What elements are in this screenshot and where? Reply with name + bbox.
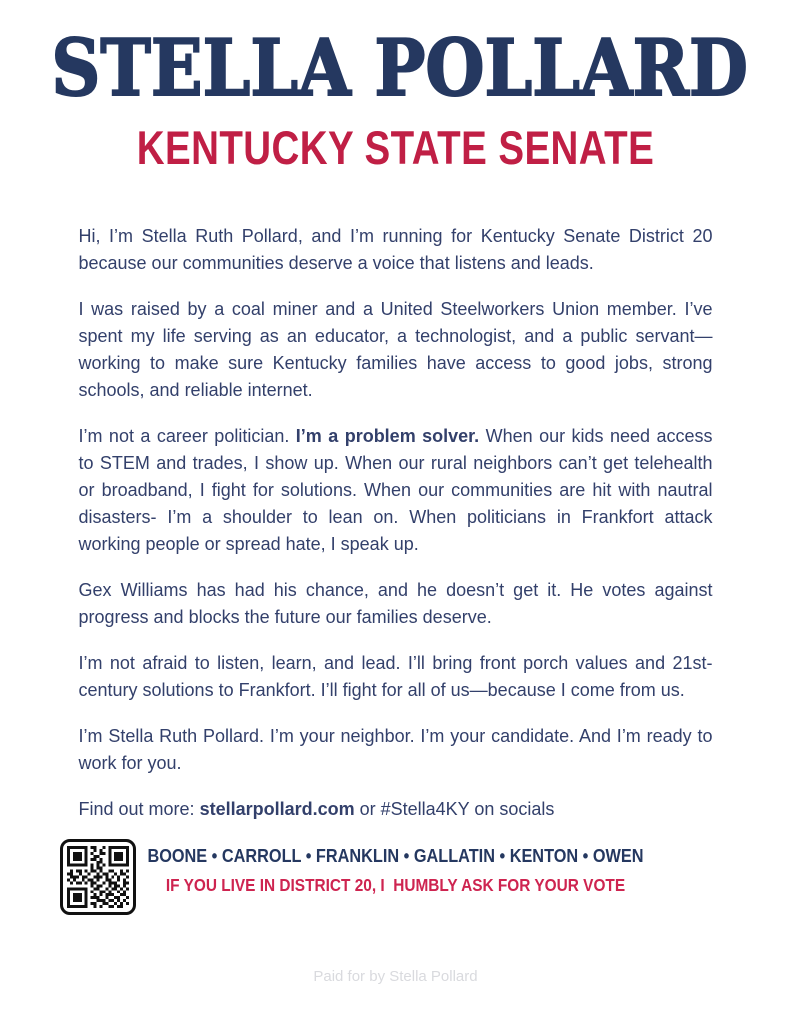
flyer-header xyxy=(0,0,791,174)
info-strip xyxy=(0,839,791,921)
paragraph: I’m not a career politician. I’m a problem solver. When our kids need access to STEM and trades, I show up. When our rural neighbors can’t get telehealth or broadband, I fight for solutions. When our communities are hit with nautral disasters- I’m a shoulder to lean on. When politicians in Frankfort attack working people or spread hate, I speak up. xyxy=(78,426,713,554)
paragraph: Gex Williams has had his chance, and he doesn’t get it. He votes against progress and blocks the future our families deserve. xyxy=(78,580,713,627)
paragraph: Hi, I’m Stella Ruth Pollard, and I’m running for Kentucky Senate District 20 because our communities deserve a voice that listens and leads. xyxy=(78,226,713,273)
district-info xyxy=(0,845,791,896)
paid-for-disclaimer: Paid for by Stella Pollard xyxy=(313,968,478,985)
vote-appeal-line: IF YOU LIVE IN DISTRICT 20, I HUMBLY ASK FOR YOUR VOTE xyxy=(165,875,626,895)
letter-body xyxy=(79,223,713,823)
paragraph: I’m not afraid to listen, learn, and lead. I’ll bring front porch values and 21st-century solutions to Frankfort. I’ll fight for all of us—because I come from us. xyxy=(78,653,713,700)
candidate-name-title: STELLA POLLARD xyxy=(51,23,748,114)
office-subtitle: KENTUCKY STATE SENATE xyxy=(136,121,655,174)
paragraph: I’m Stella Ruth Pollard. I’m your neighbor. I’m your candidate. And I’m ready to work for you. xyxy=(78,726,713,773)
paragraph: I was raised by a coal miner and a United Steelworkers Union member. I’ve spent my life serving as an educator, a technologist, and a public servant—working to make sure Kentucky families have access to good jobs, strong schools, and reliable internet. xyxy=(78,299,713,400)
paragraph: Find out more: stellarpollard.com or #Stella4KY on socials xyxy=(78,799,555,819)
counties-list: BOONE • CARROLL • FRANKLIN • GALLATIN • KENTON • OWEN xyxy=(147,845,644,866)
